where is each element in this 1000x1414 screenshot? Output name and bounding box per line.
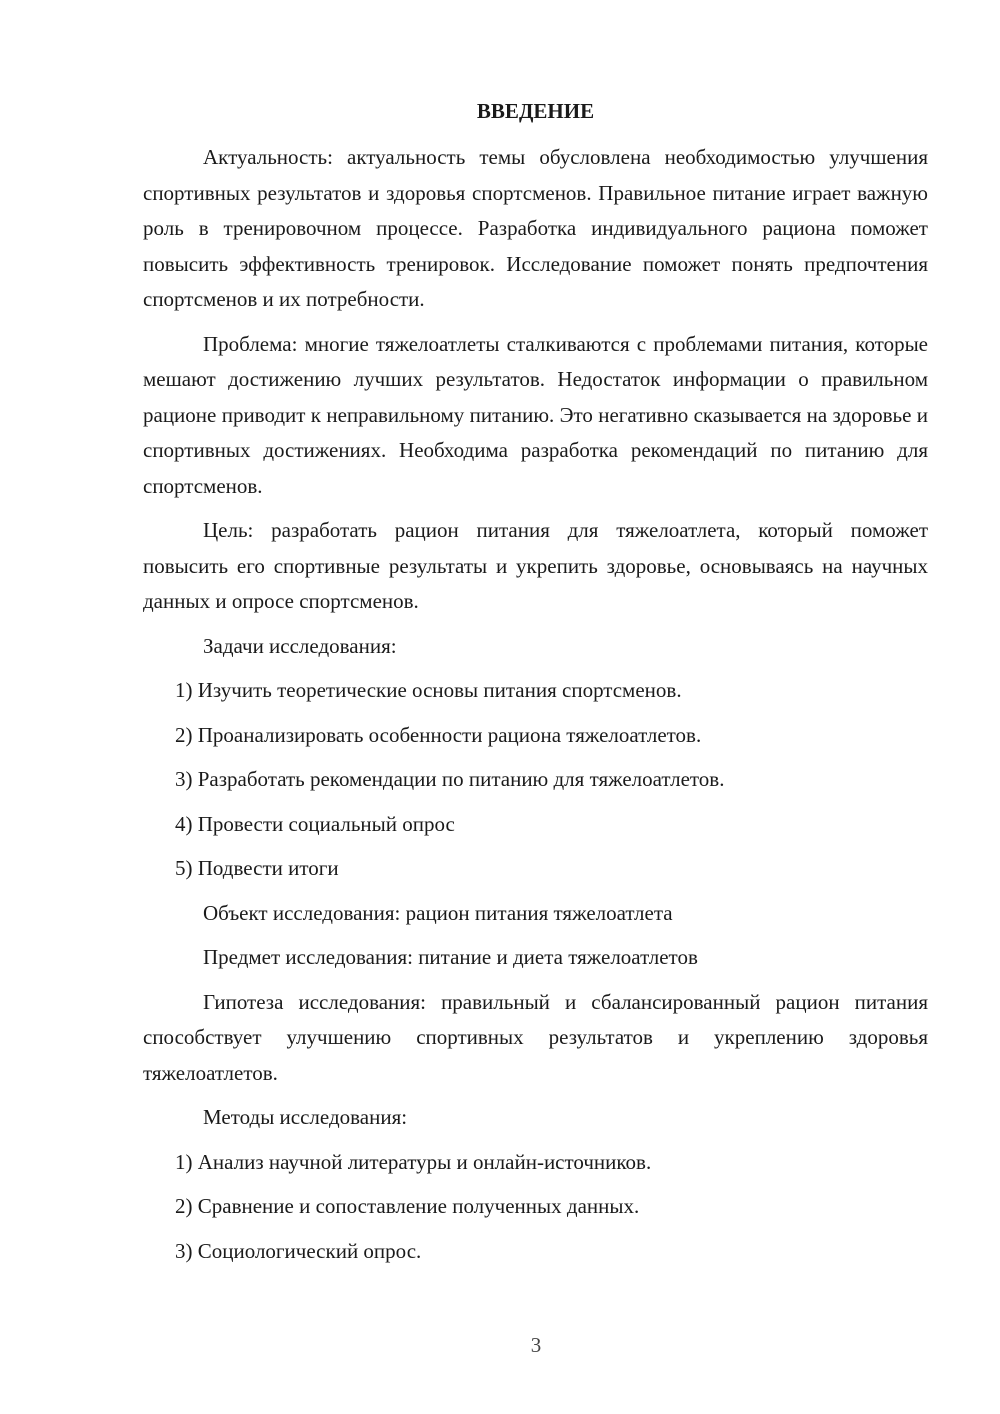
method-item: 1) Анализ научной литературы и онлайн-источников.	[175, 1149, 652, 1174]
actuality-paragraph: Актуальность: актуальность темы обусловлена необходимостью улучшения спортивных результатов и здоровья спортсменов. Правильное питание играет важную роль в тренировочном процессе. Разработка индивидуального рациона поможет повысить эффективность тренировок. Исследование поможет понять предпочтения спортсменов и их потребности.	[143, 145, 928, 311]
document-page	[143, 95, 928, 1269]
method-item: 3) Социологический опрос.	[175, 1238, 422, 1263]
task-item: 3) Разработать рекомендации по питанию для тяжелоатлетов.	[175, 767, 725, 791]
method-item: 2) Сравнение и сопоставление полученных данных.	[175, 1194, 640, 1218]
problem-paragraph: Проблема: многие тяжелоатлеты сталкиваются с проблемами питания, которые мешают достижению лучших результатов. Недостаток информации о правильном рационе приводит к неправильному питанию. Это негативно сказывается на здоровье и спортивных достижениях. Необходима разработка рекомендаций по питанию для спортсменов.	[143, 331, 928, 498]
task-item: 5) Подвести итоги	[175, 856, 339, 880]
goal-paragraph: Цель: разработать рацион питания для тяжелоатлета, который поможет повысить его спортивные результаты и укрепить здоровье, основываясь на научных данных и опросе спортсменов.	[143, 518, 928, 613]
task-item: 4) Провести социальный опрос	[175, 811, 455, 836]
page-number: 3	[530, 1333, 542, 1357]
task-item: 2) Проанализировать особенности рациона тяжелоатлетов.	[175, 722, 702, 747]
object-line: Объект исследования: рацион питания тяжелоатлета	[203, 900, 673, 925]
section-title: ВВЕДЕНИЕ	[476, 99, 595, 123]
methods-heading: Методы исследования:	[203, 1105, 408, 1129]
task-item: 1) Изучить теоретические основы питания спортсменов.	[175, 678, 682, 702]
tasks-heading: Задачи исследования:	[203, 633, 397, 658]
hypothesis-paragraph: Гипотеза исследования: правильный и сбалансированный рацион питания способствует улучшению спортивных результатов и укреплению здоровья тяжелоатлетов.	[143, 989, 928, 1085]
subject-line: Предмет исследования: питание и диета тяжелоатлетов	[203, 945, 698, 969]
